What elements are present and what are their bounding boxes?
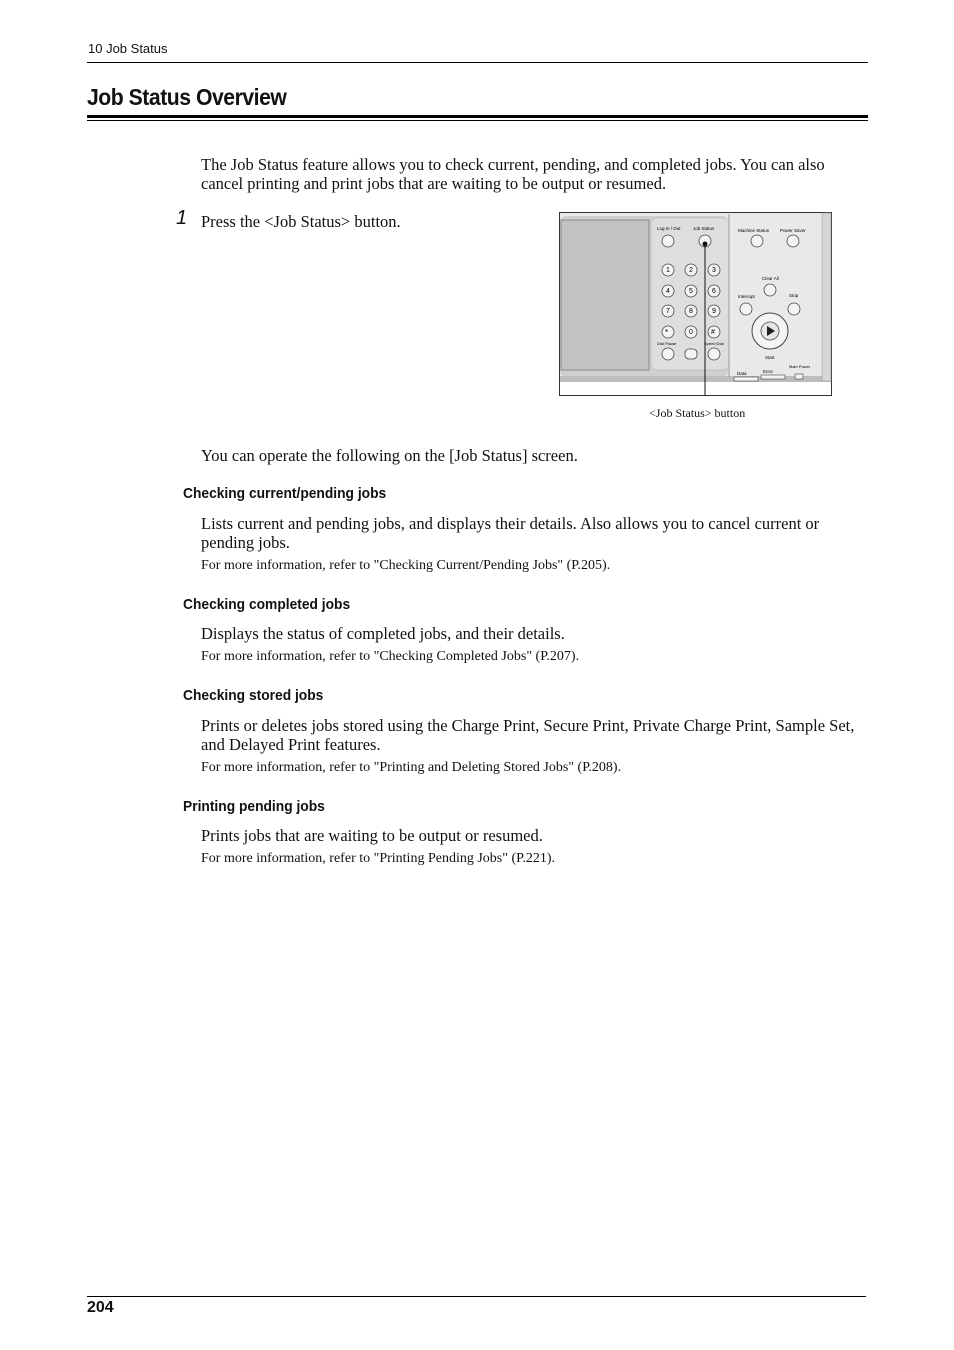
key-8: 8 <box>689 308 693 315</box>
speed-dial-label: Speed Dial <box>704 341 724 346</box>
title-rule <box>87 115 868 118</box>
control-panel-illustration <box>559 212 832 396</box>
key-5: 5 <box>689 288 693 295</box>
step-text: Press the <Job Status> button. <box>201 212 401 231</box>
section-ref-completed: For more information, refer to "Checking Completed Jobs" (P.207). <box>201 649 580 664</box>
main-power-lamp <box>795 374 803 379</box>
key-2: 2 <box>689 267 693 274</box>
main-power-label: Main Power <box>789 364 811 369</box>
error-lamp <box>761 375 785 379</box>
section-ref-pending: For more information, refer to "Printing Pending Jobs" (P.221). <box>201 851 556 866</box>
figure-caption: <Job Status> button <box>649 406 746 420</box>
header-rule <box>87 62 868 63</box>
section-heading-completed: Checking completed jobs <box>183 596 351 613</box>
data-label: Data <box>737 371 747 376</box>
c-key <box>685 349 697 359</box>
log-in-out-key <box>662 235 674 247</box>
section-text-pending: Prints jobs that are waiting to be output or resumed. <box>201 826 543 845</box>
dial-pause-label: Dial Pause <box>657 341 677 346</box>
clear-all-key <box>764 284 776 296</box>
key-hash: # <box>711 329 715 336</box>
key-4: 4 <box>666 288 670 295</box>
step-number: 1 <box>176 207 188 229</box>
footer-rule <box>87 1296 866 1297</box>
power-saver-key <box>787 235 799 247</box>
key-7: 7 <box>666 308 670 315</box>
section-text-completed: Displays the status of completed jobs, and their details. <box>201 624 565 643</box>
section-heading-pending: Printing pending jobs <box>183 798 325 815</box>
clear-all-label: Clear All <box>762 276 779 281</box>
machine-status-label: Machine Status <box>738 228 770 233</box>
running-header: 10 Job Status <box>88 41 168 56</box>
page-number: 204 <box>87 1299 114 1316</box>
intro-paragraph: The Job Status feature allows you to check current, pending, and completed jobs. You can also cancel printing and print jobs that are waiting to be output or resumed. <box>201 155 825 193</box>
interrupt-key <box>740 303 752 315</box>
interrupt-label: Interrupt <box>738 294 755 299</box>
key-star: * <box>665 328 669 337</box>
stop-key <box>788 303 800 315</box>
error-label: Error <box>763 369 773 374</box>
section-ref-current-pending: For more information, refer to "Checking Current/Pending Jobs" (P.205). <box>201 558 611 573</box>
page-title: Job Status Overview <box>87 84 287 110</box>
section-ref-stored: For more information, refer to "Printing and Deleting Stored Jobs" (P.208). <box>201 760 622 775</box>
section-heading-current-pending: Checking current/pending jobs <box>183 485 387 502</box>
key-0: 0 <box>689 329 693 336</box>
key-9: 9 <box>712 308 716 315</box>
stop-label: Stop <box>789 293 799 298</box>
key-3: 3 <box>712 267 716 274</box>
section-text-current-pending: Lists current and pending jobs, and displays their details. Also allows you to cancel current or pending jobs. <box>201 514 820 552</box>
title-rule-thin <box>87 120 868 121</box>
key-1: 1 <box>666 267 670 274</box>
key-6: 6 <box>712 288 716 295</box>
job-status-label: Job Status <box>693 226 715 231</box>
power-saver-label: Power Saver <box>780 228 806 233</box>
machine-status-key <box>751 235 763 247</box>
data-lamp <box>734 377 758 381</box>
log-in-out-label: Log In / Out <box>657 226 681 231</box>
section-text-stored: Prints or deletes jobs stored using the Charge Print, Secure Print, Private Charge Print, Sample Set, and Delayed Print features. <box>201 716 855 754</box>
section-heading-stored: Checking stored jobs <box>183 687 324 704</box>
start-label: Start <box>765 355 775 360</box>
lead-paragraph: You can operate the following on the [Job Status] screen. <box>201 446 578 465</box>
